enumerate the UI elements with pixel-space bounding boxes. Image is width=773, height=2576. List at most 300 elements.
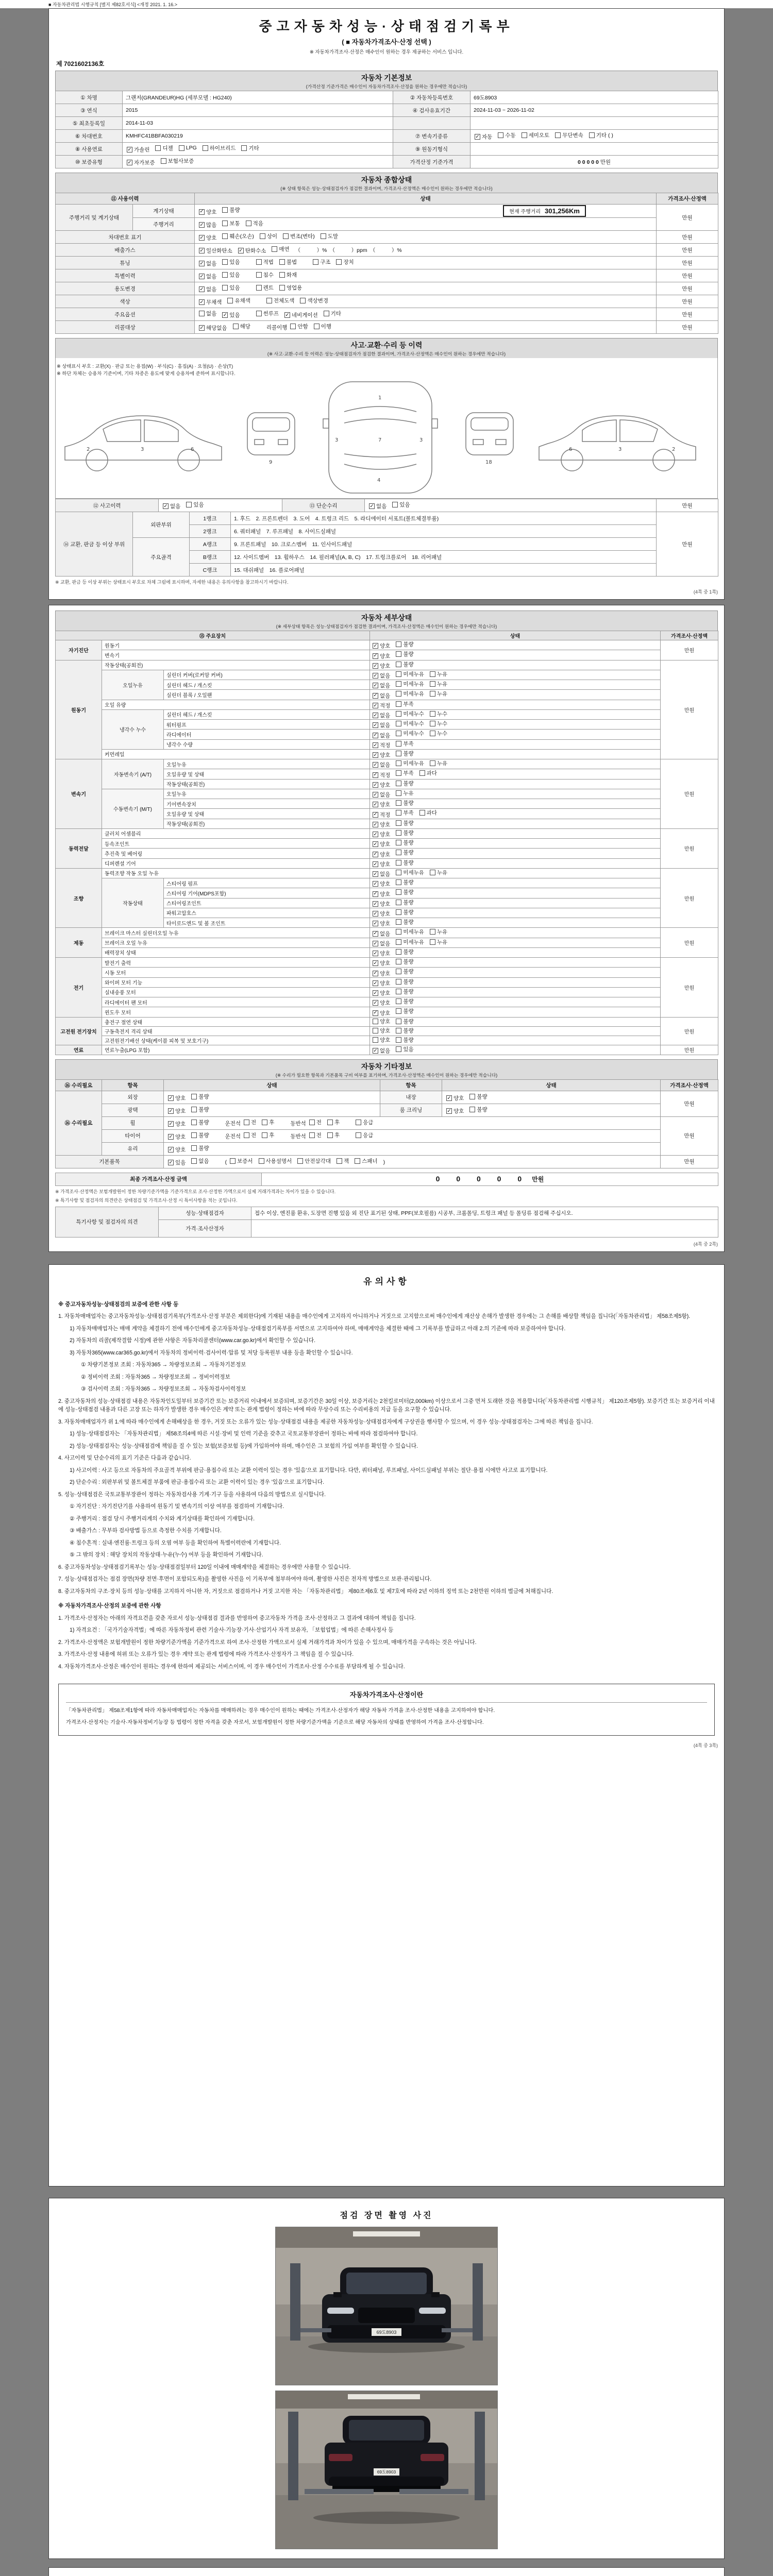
checkbox-미세누유[interactable]	[396, 929, 401, 935]
panel-rank-table	[55, 512, 718, 577]
check-option-과다	[419, 809, 437, 817]
inspection-period-label: ④ 검사유효기간	[393, 104, 470, 117]
checkbox-누유[interactable]	[430, 681, 435, 687]
checkbox-label: 화재	[286, 272, 297, 278]
checkbox-양호[interactable]: ✓	[373, 910, 378, 917]
checkbox-누수[interactable]	[430, 721, 435, 726]
checkbox-불량[interactable]	[191, 1094, 197, 1099]
device-item-label: 스티어링조인트	[164, 898, 370, 908]
checkbox-있음[interactable]	[392, 502, 398, 507]
checkbox-색상변경[interactable]	[300, 298, 306, 303]
photos-title: 점검 장면 촬영 사진	[340, 2211, 433, 2220]
device-item-state	[370, 709, 661, 719]
rankB-parts: 12. 사이드멤버 13. 휠하우스 14. 필러패널(A, B, C) 17. 트렁크플로어 18. 리어패널	[231, 551, 657, 564]
checkbox-잭[interactable]	[337, 1158, 342, 1164]
checkbox-label: 없음	[170, 503, 181, 510]
checkbox-양호[interactable]: ✓	[373, 831, 378, 837]
checkbox-누유[interactable]	[430, 929, 435, 935]
checkbox-label: 사용설명서	[265, 1158, 292, 1164]
checkbox-양호[interactable]: ✓	[373, 752, 378, 758]
check-option-미세누수	[396, 720, 424, 727]
checkbox-양호[interactable]: ✓	[199, 234, 204, 241]
checkbox-불량[interactable]	[396, 919, 401, 925]
checkbox-양호[interactable]: ✓	[373, 861, 378, 867]
checkbox-무단변속[interactable]	[555, 132, 561, 138]
checkbox-불량[interactable]	[396, 781, 401, 786]
checkbox-자가보증[interactable]: ✓	[127, 159, 132, 165]
checkbox-화재[interactable]	[279, 272, 285, 278]
checkbox-유채색[interactable]	[227, 298, 233, 303]
checkbox-누유[interactable]	[430, 691, 435, 697]
checkbox-양호[interactable]: ✓	[373, 643, 378, 649]
checkbox-전[interactable]	[244, 1120, 249, 1125]
checkbox-불량[interactable]	[396, 800, 401, 806]
check-option-미세누수	[396, 730, 424, 737]
rank1-label: 1랭크	[190, 512, 231, 525]
checkbox-label: 유채색	[234, 297, 250, 304]
checkbox-없음[interactable]: ✓	[199, 260, 204, 266]
checkbox-불량[interactable]	[396, 879, 401, 885]
checkbox-있음[interactable]: ✓	[169, 1159, 173, 1165]
checkbox-label: 없음	[206, 274, 217, 280]
checkbox-양호[interactable]: ✓	[373, 841, 378, 847]
checkbox-후[interactable]	[262, 1132, 267, 1138]
check-option-과다	[419, 769, 437, 777]
checkbox-없음[interactable]: ✓	[373, 683, 378, 688]
checkbox-썬루프[interactable]	[256, 311, 262, 316]
checkbox-양호[interactable]: ✓	[169, 1133, 173, 1140]
reg-no-value: 69도8903	[470, 91, 718, 104]
checkbox-불량[interactable]	[191, 1145, 197, 1151]
checkbox-없음[interactable]: ✓	[373, 722, 378, 728]
checkbox-무채색[interactable]: ✓	[199, 299, 204, 305]
checkbox-불량[interactable]	[396, 751, 401, 756]
checkbox-누유[interactable]	[430, 870, 435, 875]
checkbox-하이브리드[interactable]	[203, 145, 208, 151]
checkbox-없음[interactable]: ✓	[373, 930, 378, 937]
device-group-동력전달: 동력전달	[56, 828, 102, 868]
checkbox-네비게이션[interactable]: ✓	[285, 312, 290, 318]
device-group-원동기: 원동기	[56, 660, 102, 759]
checkbox-후[interactable]	[262, 1120, 267, 1125]
checkbox-구조[interactable]	[313, 259, 318, 265]
checkbox-안함[interactable]	[290, 324, 296, 329]
rankB-label: B랭크	[190, 551, 231, 564]
checkbox-보통[interactable]	[222, 221, 228, 226]
checkbox-디젤[interactable]	[155, 145, 161, 151]
checkbox-양호[interactable]: ✓	[373, 881, 378, 887]
check-option-안함	[290, 323, 308, 330]
check-option-불량	[396, 1036, 413, 1044]
checkbox-부족[interactable]	[396, 741, 401, 747]
checkbox-침수[interactable]	[256, 272, 262, 278]
checkbox-있음[interactable]	[396, 1046, 401, 1052]
main-option-label: 주요옵션	[56, 308, 195, 321]
checkbox-불량[interactable]	[396, 840, 401, 845]
checkbox-label: 불량	[198, 1119, 209, 1126]
checkbox-없음[interactable]: ✓	[373, 762, 378, 768]
checkbox-양호[interactable]: ✓	[169, 1146, 173, 1153]
checkbox-세미오토[interactable]	[522, 132, 527, 138]
checkbox-렌트[interactable]	[256, 285, 262, 291]
checkbox-양호[interactable]	[373, 1019, 378, 1024]
checkbox-누수[interactable]	[430, 711, 435, 717]
check-option-없음	[373, 940, 390, 947]
checkbox-불량[interactable]	[396, 979, 401, 985]
checkbox-양호[interactable]: ✓	[373, 821, 378, 827]
inspection-period-value: 2024-11-03 ~ 2026-11-02	[470, 104, 718, 117]
device-item-state	[370, 828, 661, 838]
checkbox-양호[interactable]: ✓	[373, 802, 378, 807]
checkbox-적정[interactable]: ✓	[373, 811, 378, 818]
checkbox-label: 불량	[403, 850, 414, 856]
checkbox-있음[interactable]: ✓	[223, 312, 227, 318]
checkbox-양호[interactable]	[373, 1037, 378, 1043]
checkbox-미세누수[interactable]	[396, 711, 401, 717]
checkbox-양호[interactable]: ✓	[373, 782, 378, 788]
col-misc-item: 항목	[102, 1079, 164, 1091]
checkbox-label: 양호	[175, 1121, 186, 1127]
checkbox-불량[interactable]	[191, 1132, 197, 1138]
check-option-양호	[373, 910, 390, 918]
checkbox-일산화탄소[interactable]: ✓	[199, 247, 204, 253]
checkbox-누유[interactable]	[396, 790, 401, 796]
device-item-state	[370, 997, 661, 1007]
notice-line: 8. 중고자동차의 구조·장치 등의 성능·상태를 고지하지 아니한 자, 거짓으로 점검하거나 거짓 고지한 자는 「자동차관리법」 제80조제6호 및 제7호에 따라 2년 이하의 징역 또는 2천만원 이하의 벌금에 처해집니다.	[58, 1588, 553, 1595]
checkbox-훼손(오손)[interactable]	[222, 233, 228, 239]
checkbox-불량[interactable]	[396, 889, 401, 895]
checkbox-보증서[interactable]	[230, 1158, 236, 1164]
checkbox-미세누유[interactable]	[396, 691, 401, 697]
checkbox-양호[interactable]: ✓	[373, 970, 378, 976]
col-detail-price: 가격조사·산정액	[661, 631, 718, 640]
basic-items-label: 기본품목	[56, 1155, 164, 1168]
checkbox-불량[interactable]	[396, 860, 401, 866]
checkbox-label: 양호	[380, 653, 391, 659]
meter-checks	[199, 206, 246, 215]
checkbox-탄화수소[interactable]: ✓	[239, 247, 243, 253]
checkbox-label: 양호	[380, 832, 391, 838]
checkbox-양호[interactable]: ✓	[169, 1095, 173, 1101]
checkbox-불량[interactable]	[191, 1107, 197, 1112]
checkbox-불량[interactable]	[191, 1120, 197, 1125]
checkbox-불량[interactable]	[396, 989, 401, 994]
device-item-label: 발전기 출력	[102, 958, 370, 968]
checkbox-없음[interactable]: ✓	[373, 1047, 378, 1054]
checkbox-양호[interactable]: ✓	[169, 1121, 173, 1127]
checkbox-응급[interactable]	[356, 1132, 361, 1138]
device-item-label: 변속기	[102, 650, 370, 660]
detail-row	[56, 1026, 718, 1036]
reg-no-label: ② 자동차등록번호	[393, 91, 470, 104]
checkbox-label: 불량	[403, 889, 414, 896]
checkbox-많음[interactable]: ✓	[199, 222, 204, 228]
checkbox-미세누수[interactable]	[396, 731, 401, 736]
checkbox-없음[interactable]: ✓	[373, 940, 378, 946]
checkbox-양호[interactable]: ✓	[373, 901, 378, 907]
checkbox-없음[interactable]: ✓	[373, 672, 378, 679]
checkbox-양호[interactable]: ✓	[373, 990, 378, 996]
check-option-유채색	[227, 297, 250, 304]
overall-row-recall	[56, 321, 718, 334]
detail-row	[56, 828, 718, 838]
notice-line: ② 정비이력 조회 : 자동차365 → 차량정보조회 → 정비이력정보	[81, 1374, 230, 1380]
checkbox-기타[interactable]	[324, 311, 329, 316]
checkbox-불량[interactable]	[396, 1028, 401, 1033]
signature-title	[55, 2573, 718, 2576]
checkbox-없음[interactable]: ✓	[373, 871, 378, 877]
checkbox-누유[interactable]	[430, 671, 435, 677]
checkbox-없음[interactable]: ✓	[373, 732, 378, 738]
recall-label: 리콜대상	[56, 321, 195, 334]
checkbox-전[interactable]	[244, 1132, 249, 1138]
checkbox-불량[interactable]	[396, 998, 401, 1004]
check-option-양호	[199, 208, 216, 216]
car-diagram	[56, 379, 705, 496]
checkbox-label: 불량	[403, 969, 414, 975]
detail-row	[56, 958, 718, 968]
checkbox-양호[interactable]: ✓	[373, 653, 378, 659]
checkbox-label: 후	[334, 1132, 340, 1139]
checkbox-미세누유[interactable]	[396, 939, 401, 945]
checkbox-전체도색[interactable]	[266, 298, 272, 303]
checkbox-양호[interactable]: ✓	[373, 921, 378, 926]
checkbox-불량[interactable]	[396, 909, 401, 915]
detail-row	[56, 947, 718, 957]
checkbox-불량[interactable]	[396, 651, 401, 657]
checkbox-이행[interactable]	[314, 324, 320, 329]
checkbox-없음[interactable]: ✓	[163, 503, 168, 509]
checkbox-응급[interactable]	[356, 1120, 361, 1125]
check-option-렌트	[256, 284, 274, 292]
checkbox-사용설명서[interactable]	[259, 1158, 264, 1164]
checkbox-양호[interactable]: ✓	[373, 980, 378, 986]
check-option-양호	[168, 1107, 186, 1115]
checkbox-해당없음[interactable]: ✓	[199, 325, 204, 331]
car-shadow-2	[313, 2512, 460, 2524]
checkbox-부족[interactable]	[396, 770, 401, 776]
checkbox-양호[interactable]: ✓	[373, 851, 378, 857]
checkbox-양호[interactable]: ✓	[373, 1000, 378, 1006]
checkbox-없음[interactable]: ✓	[373, 712, 378, 718]
checkbox-스패너[interactable]	[355, 1158, 360, 1164]
device-item-label: 작동상태(공회전)	[164, 819, 370, 828]
checkbox-보험사보증[interactable]	[161, 158, 166, 164]
checkbox-양호[interactable]: ✓	[169, 1108, 173, 1114]
check-option-안전삼각대	[297, 1157, 331, 1165]
checkbox-없음[interactable]: ✓	[369, 503, 374, 509]
checkbox-LPG[interactable]	[179, 145, 184, 151]
checkbox-label: 전	[251, 1119, 257, 1126]
notice-line: ⑤ 그 밖의 장치 : 해당 장치의 작동상태·누유(누수) 여부 등을 확인하여 기재합니다.	[70, 1552, 263, 1558]
price-definition-title: 자동차가격조사·산정이란	[66, 1689, 707, 1703]
checkbox-불법[interactable]	[279, 259, 285, 265]
checkbox-과다[interactable]	[419, 810, 425, 816]
checkbox-매연[interactable]	[272, 246, 277, 252]
checkbox-후[interactable]	[327, 1120, 333, 1125]
checkbox-label: 후	[269, 1132, 275, 1139]
checkbox-있음[interactable]	[222, 272, 228, 278]
checkbox-불량[interactable]	[222, 207, 228, 213]
checkbox-불량[interactable]	[396, 969, 401, 974]
detail-row	[56, 1007, 718, 1017]
checkbox-label: 하이브리드	[209, 145, 236, 151]
checkbox-label: 구조	[320, 259, 331, 265]
emission-label: 배출가스	[56, 244, 195, 257]
checkbox-장치[interactable]	[336, 259, 342, 265]
emission-blanks: （ ）% （ ）ppm （ ）%	[295, 247, 402, 253]
overall-row-vinmark	[56, 231, 718, 244]
check-option-누유	[430, 938, 447, 946]
check-option-양호	[168, 1120, 186, 1128]
check-option-불량	[396, 908, 413, 916]
checkbox-불량[interactable]	[396, 850, 401, 855]
checkbox-양호[interactable]: ✓	[447, 1108, 451, 1114]
notice-line: 3. 자동차매매업자가 위 1.에 따라 매수인에게 손해배상을 한 경우, 거짓 또는 오류가 있는 성능·상태점검 내용을 제공한 자동차성능·상태점검자에게 구상권을 행사할 수 있으며, 이 경우 성능·상태점검자는 그에 따른 책임을 집니다.	[58, 1418, 593, 1425]
checkbox-label: 없음	[198, 1158, 209, 1164]
checkbox-label: 미세누유	[403, 939, 424, 945]
checkbox-적법[interactable]	[256, 259, 262, 265]
checkbox-기타 ( )[interactable]	[589, 132, 595, 138]
checkbox-양호[interactable]: ✓	[373, 891, 378, 897]
check-option-적음	[246, 219, 263, 227]
checkbox-없음[interactable]: ✓	[199, 286, 204, 292]
checkbox-안전삼각대[interactable]	[297, 1158, 303, 1164]
checkbox-기타[interactable]	[241, 145, 247, 151]
checkbox-불량[interactable]	[469, 1094, 475, 1099]
checkbox-도말[interactable]	[321, 233, 326, 239]
checkbox-label: 변조(변타)	[290, 233, 315, 240]
checkbox-적정[interactable]: ✓	[373, 702, 378, 708]
checkbox-불량[interactable]	[396, 1019, 401, 1024]
check-option-양호	[373, 880, 390, 888]
checkbox-불량[interactable]	[396, 820, 401, 826]
checkbox-전[interactable]	[309, 1132, 315, 1138]
check-option-불량	[396, 878, 413, 886]
checkbox-label: 불량	[403, 988, 414, 995]
checkbox-적정[interactable]: ✓	[373, 772, 378, 778]
detail-row	[56, 1045, 718, 1055]
checkbox-없음[interactable]: ✓	[373, 692, 378, 699]
workshop-ceiling-2	[276, 2391, 497, 2409]
checkbox-불량[interactable]	[396, 641, 401, 647]
checkbox-미세누유[interactable]	[396, 760, 401, 766]
checkbox-가솔린[interactable]: ✓	[127, 146, 132, 152]
checkbox-미세누유[interactable]	[396, 870, 401, 875]
checkbox-양호[interactable]: ✓	[447, 1095, 451, 1101]
checkbox-없음[interactable]	[199, 311, 205, 316]
checkbox-후[interactable]	[327, 1132, 333, 1138]
checkbox-양호[interactable]	[373, 1028, 378, 1033]
device-item-state	[370, 680, 661, 690]
check-option-미세누유	[396, 869, 424, 876]
notice-line: 「자동차관리법」 제58조제1항에 따라 자동차매매업자는 자동차를 매매하려는 경우 매수인이 원하는 때에는 가격조사·산정자가 해당 자동차 가격을 조사·산정한 내용을 고지하여야 합니다.	[66, 1708, 495, 1714]
checkbox-있음[interactable]	[222, 285, 228, 291]
device-item-label: 작동상태(공회전)	[102, 660, 370, 670]
checkbox-있음[interactable]	[186, 502, 192, 507]
checkbox-양호[interactable]: ✓	[373, 1010, 378, 1016]
check-option-무채색	[199, 298, 222, 306]
checkbox-상이[interactable]	[260, 233, 265, 239]
checkbox-없음[interactable]: ✓	[199, 273, 204, 279]
checkbox-누수[interactable]	[430, 731, 435, 736]
checkbox-label: 양호	[453, 1095, 464, 1101]
checkbox-label: 없음	[380, 940, 391, 947]
checkbox-양호[interactable]: ✓	[373, 960, 378, 966]
section-detail-title: 자동차 세부상태	[361, 614, 412, 622]
first-reg-value: 2014-11-03	[123, 117, 393, 130]
document-page	[48, 8, 725, 2576]
check-option-불량	[191, 1106, 209, 1113]
price-cell-rank: 만원	[657, 512, 718, 577]
checkbox-불량[interactable]	[396, 662, 401, 667]
checkbox-미세누유[interactable]	[396, 681, 401, 687]
checkbox-불량[interactable]	[396, 949, 401, 955]
price-cell-tuning: 만원	[657, 257, 718, 269]
checkbox-없음[interactable]: ✓	[373, 791, 378, 798]
checkbox-없음[interactable]	[191, 1158, 197, 1164]
device-item-label: 스티어링 기어(MDPS포함)	[164, 888, 370, 898]
checkbox-label: 있음	[229, 259, 240, 265]
device-item-state	[370, 660, 661, 670]
checkbox-양호[interactable]: ✓	[199, 209, 204, 215]
checkbox-label: 있음	[175, 1159, 186, 1166]
checkbox-영업용[interactable]	[279, 285, 285, 291]
checkbox-미세누유[interactable]	[396, 671, 401, 677]
checkbox-양호[interactable]: ✓	[373, 950, 378, 956]
checkbox-있음[interactable]	[222, 259, 228, 265]
checkbox-label: 스패너	[362, 1158, 378, 1164]
price-cell-recall: 만원	[657, 321, 718, 334]
checkbox-불량[interactable]	[469, 1107, 475, 1112]
checkbox-label: 전	[316, 1119, 322, 1126]
checkbox-누유[interactable]	[430, 939, 435, 945]
checkbox-부족[interactable]	[396, 810, 401, 816]
checkbox-label: 부족	[403, 810, 414, 817]
checkbox-불량[interactable]	[396, 1008, 401, 1014]
checkbox-변조(변타)[interactable]	[283, 233, 289, 239]
checkbox-불량[interactable]	[396, 830, 401, 836]
checkbox-적음[interactable]	[246, 221, 251, 226]
checkbox-해당[interactable]	[233, 324, 239, 329]
page-mark-3: (4쪽 중 3쪽)	[693, 1743, 718, 1749]
checkbox-label: 있음	[229, 284, 240, 291]
check-option-도말	[321, 232, 338, 240]
overall-row-distance	[56, 218, 718, 231]
checkbox-불량[interactable]	[396, 959, 401, 964]
checkbox-수동[interactable]	[498, 132, 503, 138]
opinion-row-inspector	[56, 1207, 718, 1219]
device-group-자기진단: 자기진단	[56, 640, 102, 660]
checkbox-자동[interactable]: ✓	[475, 133, 480, 140]
col-misc-price: 가격조사·산정액	[661, 1079, 718, 1091]
check-option-누유	[430, 759, 447, 767]
device-group-연료: 연료	[56, 1045, 102, 1055]
checkbox-불량[interactable]	[396, 1037, 401, 1043]
checkbox-불량[interactable]	[396, 900, 401, 905]
checkbox-label: 일산화탄소	[206, 248, 232, 255]
checkbox-전[interactable]	[309, 1120, 315, 1125]
checkbox-부족[interactable]	[396, 701, 401, 707]
current-mileage-value: 301,256Km	[545, 207, 580, 215]
check-option-후	[327, 1118, 340, 1126]
checkbox-양호[interactable]: ✓	[373, 663, 378, 669]
checkbox-label: 불량	[403, 1008, 414, 1015]
checkbox-적정[interactable]: ✓	[373, 742, 378, 748]
checkbox-미세누수[interactable]	[396, 721, 401, 726]
checkbox-과다[interactable]	[419, 770, 425, 776]
checkbox-누유[interactable]	[430, 760, 435, 766]
